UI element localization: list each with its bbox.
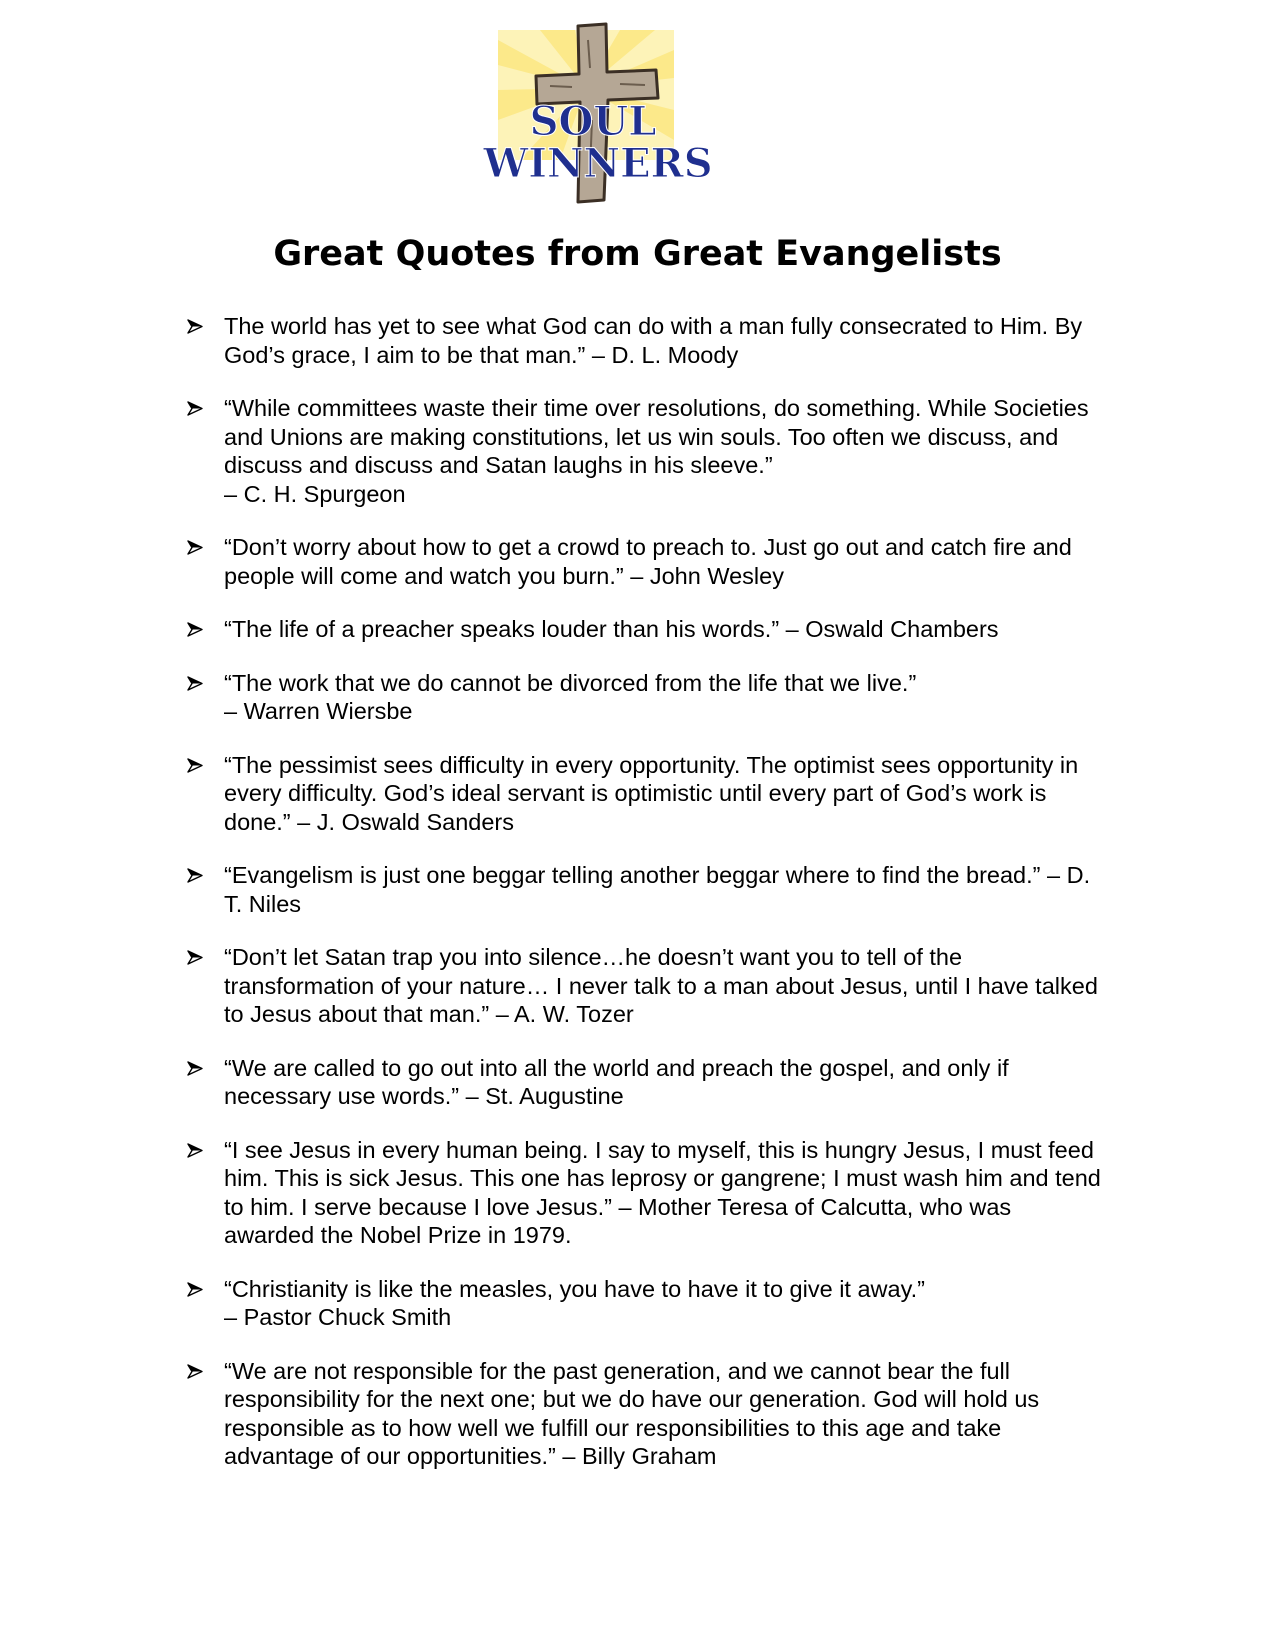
quote-attribution: – Warren Wiersbe <box>224 698 413 724</box>
quote-text: “Don’t let Satan trap you into silence…he doesn’t want you to tell of the transformation of your nature… I never talk to a man about Jesus, until I have talked to Jesus about that man.” – A. W. Tozer <box>224 944 1098 1027</box>
quote-text: “The pessimist sees difficulty in every opportunity. The optimist sees opportunity in every difficulty. God’s ideal servant is optimistic until every part of God’s work is done.” – J. Oswald Sanders <box>224 751 1079 835</box>
arrowhead-bullet-icon <box>187 758 203 773</box>
arrowhead-bullet-icon <box>187 1282 203 1297</box>
quote-item <box>185 861 1105 918</box>
arrowhead-bullet-icon <box>187 868 203 883</box>
quote-item <box>185 312 1105 369</box>
quote-item <box>185 394 1105 508</box>
quote-text: “I see Jesus in every human being. I say to myself, this is hungry Jesus, I must feed him. This is sick Jesus. This one has leprosy or gangrene; I must wash him and tend to him. I serve because I love Jesus.” – Mother Teresa of Calcutta, who was awarded the Nobel Prize in 1979. <box>224 1136 1101 1248</box>
quote-item <box>185 943 1105 1029</box>
quote-item <box>185 533 1105 590</box>
arrowhead-bullet-icon <box>187 1143 203 1158</box>
quote-text: “The work that we do cannot be divorced from the life that we live.” <box>224 669 917 696</box>
quote-text: “Christianity is like the measles, you have to have it to give it away.” <box>224 1275 925 1302</box>
arrowhead-bullet-icon <box>187 319 203 334</box>
soul-winners-logo <box>480 20 760 220</box>
arrowhead-bullet-icon <box>187 1364 203 1379</box>
quote-attribution: – C. H. Spurgeon <box>224 480 406 507</box>
quote-item <box>185 1357 1105 1471</box>
quote-item <box>185 615 1105 644</box>
arrowhead-bullet-icon <box>187 401 203 416</box>
quote-item <box>185 1136 1105 1250</box>
arrowhead-bullet-icon <box>187 622 203 637</box>
quote-item <box>185 751 1105 837</box>
quote-item <box>185 1275 1105 1332</box>
arrowhead-bullet-icon <box>187 540 203 555</box>
logo-line-1: SOUL <box>529 98 657 145</box>
logo-line-2: WINNERS <box>483 140 713 187</box>
quote-text: “The life of a preacher speaks louder than his words.” – Oswald Chambers <box>224 616 999 642</box>
page-title: Great Quotes from Great Evangelists <box>273 234 1002 274</box>
quote-list <box>185 312 1105 1496</box>
quote-text: “Evangelism is just one beggar telling another beggar where to find the bread.” – D. T. Niles <box>224 862 1091 917</box>
quote-item <box>185 669 1105 726</box>
quote-item <box>185 1054 1105 1111</box>
quote-text: “We are not responsible for the past generation, and we cannot bear the full responsibility for the next one; but we do have our generation. God will hold us responsible as to how well we fulfill our responsibilities to this age and take advantage of our opportunities.” – Billy Graham <box>224 1357 1040 1469</box>
quote-text: “Don’t worry about how to get a crowd to preach to. Just go out and catch fire and people will come and watch you burn.” – John Wesley <box>224 534 1072 589</box>
arrowhead-bullet-icon <box>187 950 203 965</box>
quote-text: The world has yet to see what God can do with a man fully consecrated to Him. By God’s grace, I aim to be that man.” – D. L. Moody <box>224 313 1083 368</box>
quote-attribution: – Pastor Chuck Smith <box>224 1304 452 1330</box>
quote-text: “We are called to go out into all the world and preach the gospel, and only if necessary use words.” – St. Augustine <box>224 1054 1009 1109</box>
arrowhead-bullet-icon <box>187 676 203 691</box>
arrowhead-bullet-icon <box>187 1061 203 1076</box>
quote-text: “While committees waste their time over resolutions, do something. While Societies and Unions are making constitutions, let us win souls. Too often we discuss, and discuss and discuss and Satan laughs in his sleeve.” <box>224 395 1089 478</box>
